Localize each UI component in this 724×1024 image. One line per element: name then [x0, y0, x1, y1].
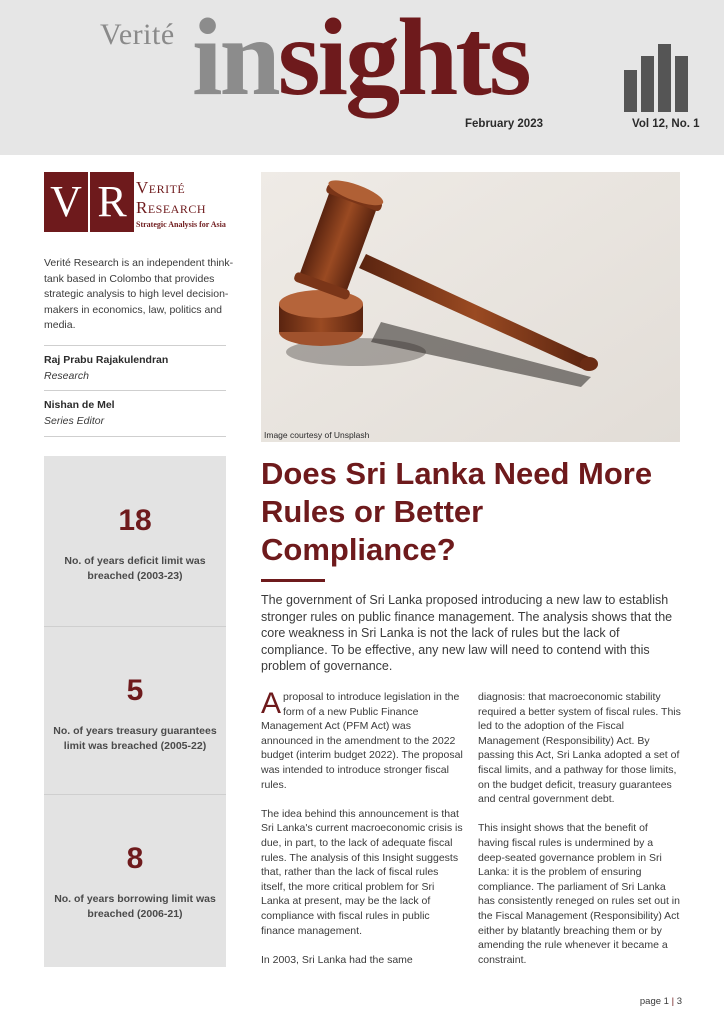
- author-block: [44, 345, 226, 384]
- editor-name: Nishan de Mel: [44, 399, 115, 411]
- verite-research-logo: [44, 172, 230, 236]
- paragraph: This insight shows that the benefit of having fiscal rules is undermined by a deep-seated governance problem in Sri Lanka: it is the problem of ensuring compliance. The parliament of Sri Lanka has consistently reneged on rules set out in the Fiscal Management (Responsibility) Act either by blatantly breaching them or by amending the rule whenever it became a constraint.: [478, 822, 680, 966]
- issue-volume: Vol 12, No. 1: [632, 118, 700, 130]
- page-total: 3: [676, 996, 682, 1007]
- article-column-1: [261, 687, 464, 982]
- article-headline: Does Sri Lanka Need More Rules or Better Compliance?: [261, 456, 653, 567]
- stat-value: 8: [126, 842, 144, 875]
- stat-label: No. of years treasury guarantees limit was breached (2005-22): [53, 725, 217, 752]
- paragraph: In 2003, Sri Lanka had the same: [261, 953, 413, 966]
- page-current: page 1: [639, 996, 669, 1007]
- stat-borrowing: [44, 794, 226, 962]
- editor-role: Series Editor: [44, 415, 105, 427]
- issue-date: February 2023: [465, 118, 543, 130]
- stats-panel: [44, 456, 226, 967]
- paragraph: diagnosis: that macroeconomic stability required a better system of fiscal rules. This led to the adoption of the Fiscal Management (Responsibility) Act. By passing this Act, Sri Lanka adopted a set of fiscal limits, and a pathway for those limits, on the budget deficit, treasury guarantees and central government debt.: [478, 691, 681, 806]
- drop-cap: A: [261, 687, 282, 720]
- stat-label: No. of years borrowing limit was breached (2006-21): [54, 893, 216, 920]
- masthead: [0, 0, 724, 155]
- logo-letter-v: V: [44, 172, 88, 232]
- about-text: Verité Research is an independent think-tank based in Colombo that provides strategic analysis to high level decision-makers in economics, law, politics and media.: [44, 257, 234, 331]
- stat-guarantees: [44, 626, 226, 794]
- paragraph-text: proposal to introduce legislation in the form of a new Public Finance Management Act (PFM Act) was announced in the amendment to the 2022 budget (interim budget 2022). The proposal was intended to introduce stronger fiscal rules.: [261, 691, 463, 791]
- paragraph: The idea behind this announcement is that Sri Lanka's current macroeconomic crisis is due, in part, to the lack of adequate fiscal rules. The analysis of this Insight suggests that, rather than the lack of fiscal rules itself, the more critical problem for Sri Lanka at present, may be the lack of compliance with fiscal rules in public finance management.: [261, 807, 463, 937]
- headline-rule: [261, 579, 325, 582]
- author-role: Research: [44, 370, 89, 382]
- gavel-photo: [261, 172, 680, 442]
- page-separator: |: [671, 996, 675, 1007]
- stat-value: 5: [126, 674, 144, 707]
- logo-letter-r: R: [90, 172, 134, 232]
- brand-title: [192, 0, 529, 118]
- brand-small: Verité: [100, 18, 175, 51]
- paragraph: [261, 687, 464, 792]
- page-number: [640, 996, 682, 1007]
- logo-line2: Research: [136, 198, 207, 217]
- logo-line1: Verité: [136, 178, 186, 197]
- author-name: Raj Prabu Rajakulendran: [44, 354, 169, 366]
- article-column-2: [478, 690, 681, 982]
- bar-chart-icon: [624, 42, 694, 112]
- gavel-icon: [261, 172, 680, 442]
- image-credit: Image courtesy of Unsplash: [264, 430, 370, 440]
- stat-label: No. of years deficit limit was breached (2003-23): [64, 555, 206, 582]
- editor-block: [44, 390, 226, 429]
- stat-deficit: [44, 456, 226, 624]
- logo-tagline: Strategic Analysis for Asia: [136, 220, 226, 229]
- logo-wordmark: [136, 178, 206, 218]
- article-lead: The government of Sri Lanka proposed introducing a new law to establish stronger rules on public finance management. The analysis shows that the core weakness in Sri Lanka is not the lack of rules but the lack of compliance. To be effective, any new law will need to contend with this problem of governance.: [261, 593, 673, 673]
- brand-title-part1: in: [192, 0, 278, 118]
- stat-value: 18: [118, 504, 152, 537]
- divider: [44, 436, 226, 437]
- brand-title-part2: sights: [277, 0, 529, 118]
